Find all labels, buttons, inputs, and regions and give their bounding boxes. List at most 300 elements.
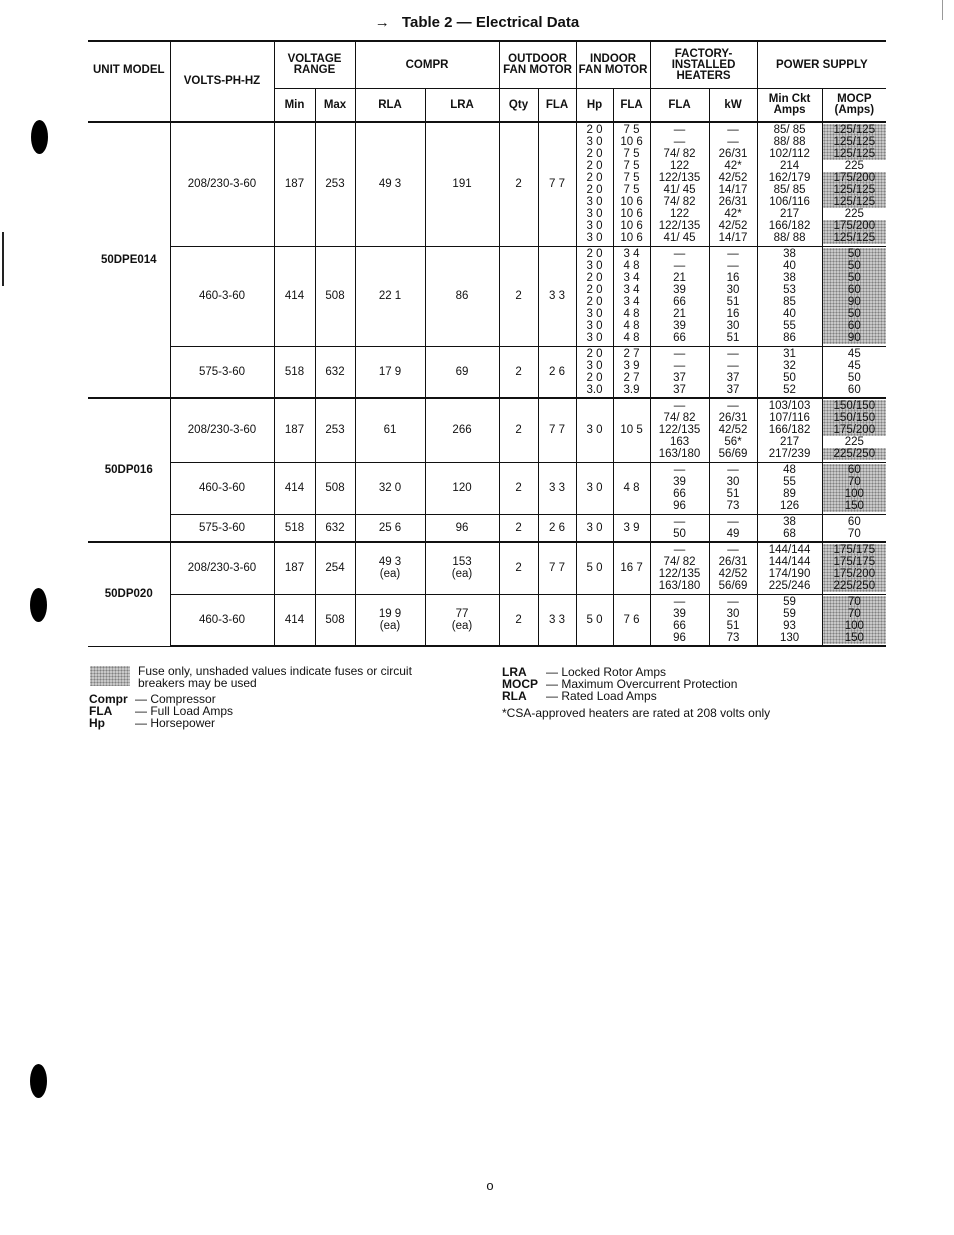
table-row (88, 246, 886, 346)
vmin-cell: 414 (274, 246, 315, 346)
stacked-value: 42/52 (718, 424, 748, 437)
table-row (88, 594, 886, 646)
stacked-value: 96 (673, 500, 686, 512)
stacked-value: 225/246 (768, 580, 811, 593)
stacked-value: 14/17 (718, 232, 748, 245)
stacked-value: 16 (726, 272, 740, 284)
stacked-value: 163 (669, 436, 690, 449)
stacked-value: 30 (726, 320, 740, 332)
stacked-value: 10 6 (620, 220, 643, 233)
stacked-value: 55 (783, 320, 796, 332)
table-row (88, 398, 886, 462)
stacked-value: 85/ 85 (773, 124, 806, 137)
stacked-value: 122 (669, 160, 690, 173)
stacked-value: 86 (783, 332, 796, 344)
fuse-note-line1: Fuse only, unshaded values indicate fuses or circuit (138, 664, 412, 678)
unit-model-cell: 50DP016 (88, 398, 170, 542)
mocp-header: MOCP (Amps) (822, 89, 886, 123)
stacked-value: 162/179 (768, 172, 811, 185)
ofm-fla-header: FLA (538, 89, 576, 123)
ifm-fla-cell (613, 122, 650, 246)
stacked-value: 3 0 (586, 320, 603, 332)
ofm-fla-cell: 3 3 (538, 246, 576, 346)
heater-kw-cell (709, 594, 757, 646)
stacked-value: 38 (783, 272, 796, 284)
factory-heaters-header: FACTORY-INSTALLED HEATERS (650, 41, 757, 89)
lra-value: 96 (455, 521, 469, 534)
stacked-value: 85/ 85 (773, 184, 806, 197)
stacked-value: 39 (673, 476, 686, 488)
stacked-value: 74/ 82 (663, 148, 696, 161)
table-row (88, 122, 886, 246)
stacked-value: 175/200 (823, 568, 887, 580)
vmin-cell: 414 (274, 462, 315, 514)
stacked-value: 37 (726, 371, 740, 384)
stacked-value: 70 (847, 527, 861, 540)
stacked-value: 107/116 (769, 412, 810, 425)
mocp-cell (822, 398, 886, 462)
stacked-value: 4 8 (623, 308, 640, 320)
stacked-value: 68 (783, 527, 796, 540)
stacked-value: — (727, 359, 739, 372)
lra-cell (425, 346, 499, 398)
stacked-value: 39 (673, 320, 686, 332)
stacked-value: 45 (847, 359, 861, 372)
stacked-value: 73 (726, 631, 740, 644)
stacked-value: 59 (783, 595, 796, 608)
stacked-value: 3 4 (623, 248, 640, 260)
stacked-value: 66 (673, 332, 686, 344)
stacked-value: 56/69 (718, 580, 748, 593)
stacked-value: 3 0 (586, 208, 603, 221)
stacked-value: 10 6 (620, 196, 643, 209)
stacked-value: 55 (783, 476, 796, 488)
stacked-value: 31 (783, 347, 796, 360)
stacked-value: 51 (726, 332, 740, 344)
stacked-value: 38 (783, 515, 796, 528)
page-number: o (486, 1178, 494, 1193)
ifm-fla-cell: 16 7 (613, 542, 650, 594)
vmax-cell: 508 (315, 246, 355, 346)
vmax-cell: 254 (315, 542, 355, 594)
stacked-value: 175/200 (823, 220, 887, 232)
stacked-value: 37 (673, 371, 686, 384)
max-header: Max (315, 89, 355, 123)
ifm-hp-cell (576, 346, 613, 398)
outdoor-fan-motor-header: OUTDOOR FAN MOTOR (499, 41, 576, 89)
min-ckt-cell (757, 398, 822, 462)
stacked-value: 130 (779, 631, 800, 644)
stacked-value: 88/ 88 (773, 232, 806, 245)
stacked-value: 85 (783, 296, 796, 308)
heater-kw-cell (709, 122, 757, 246)
stacked-value: 4 8 (623, 320, 640, 332)
ofm-fla-cell: 3 3 (538, 462, 576, 514)
stacked-value: 3 4 (623, 272, 640, 284)
rla-value: 49 3 (378, 178, 402, 191)
volts-ph-hz-header: VOLTS-PH-HZ (170, 41, 274, 122)
stacked-value: 217/239 (768, 448, 811, 461)
heater-kw-cell (709, 246, 757, 346)
stacked-value: 100 (823, 488, 887, 500)
heater-kw-cell (709, 542, 757, 594)
stacked-value: 42/52 (718, 220, 748, 233)
stacked-value: 3 0 (586, 308, 603, 320)
ifm-fla-header: FLA (613, 89, 650, 123)
scan-edge-mark (2, 232, 4, 286)
stacked-value: 39 (673, 607, 686, 620)
rla-note: (ea) (379, 619, 401, 632)
stacked-value: 56/69 (718, 448, 748, 461)
stacked-value: 2 0 (586, 124, 603, 137)
stacked-value: 2 0 (586, 160, 603, 173)
stacked-value: 30 (726, 476, 740, 488)
ofm-fla-cell: 7 7 (538, 122, 576, 246)
legend-item: Hp — Horsepower (89, 716, 216, 730)
vmin-cell: 414 (274, 594, 315, 646)
lra-header: LRA (425, 89, 499, 123)
heater-fla-header: FLA (650, 89, 709, 123)
table-row (88, 462, 886, 514)
stacked-value: 39 (673, 284, 686, 296)
legend-item: LRA — Locked Rotor Amps (502, 665, 667, 679)
ofm-qty-cell: 2 (499, 346, 538, 398)
lra-cell (425, 122, 499, 246)
punch-hole-mark (31, 120, 48, 154)
stacked-value: 125/125 (823, 124, 887, 136)
ifm-hp-cell (576, 122, 613, 246)
stacked-value: 225 (844, 208, 864, 221)
min-ckt-cell (757, 122, 822, 246)
stacked-value: 16 (726, 308, 740, 320)
min-ckt-cell (757, 346, 822, 398)
stacked-value: 50 (823, 260, 887, 272)
stacked-value: 26/31 (718, 412, 748, 425)
mocp-cell (822, 246, 886, 346)
stacked-value: — (673, 464, 686, 476)
stacked-value: 225 (844, 160, 864, 173)
rla-cell (355, 346, 425, 398)
stacked-value: 42/52 (718, 172, 748, 185)
indoor-fan-motor-header: INDOOR FAN MOTOR (576, 41, 650, 89)
mocp-cell (822, 122, 886, 246)
min-ckt-amps-header: Min Ckt Amps (757, 89, 822, 123)
heater-fla-cell (650, 346, 709, 398)
stacked-value: 90 (823, 332, 887, 344)
rla-value: 61 (383, 424, 397, 437)
lra-cell (425, 594, 499, 646)
volts-cell: 575-3-60 (170, 514, 274, 542)
ofm-qty-cell: 2 (499, 514, 538, 542)
stacked-value: 2 0 (586, 148, 603, 161)
stacked-value: 51 (726, 619, 740, 632)
mocp-cell (822, 542, 886, 594)
lra-cell (425, 542, 499, 594)
ifm-fla-cell (613, 246, 650, 346)
stacked-value: 2 0 (586, 371, 603, 384)
stacked-value: 3 0 (586, 220, 603, 233)
stacked-value: 73 (726, 500, 740, 512)
stacked-value: 106/116 (769, 196, 810, 209)
stacked-value: 93 (783, 619, 796, 632)
stacked-value: 51 (726, 296, 740, 308)
vmax-cell: 508 (315, 462, 355, 514)
stacked-value: 3 4 (623, 284, 640, 296)
legend-item: FLA — Full Load Amps (89, 704, 234, 718)
stacked-value: — (673, 124, 686, 137)
ifm-hp-cell: 3 0 (576, 514, 613, 542)
stacked-value: 175/200 (823, 424, 887, 436)
stacked-value: 70 (823, 596, 887, 608)
stacked-value: 163/180 (658, 448, 701, 461)
stacked-value: 3 0 (586, 136, 603, 149)
lra-value: 120 (452, 482, 472, 494)
stacked-value: 37 (726, 383, 740, 396)
stacked-value: 217 (779, 436, 800, 449)
compr-header: COMPR (355, 41, 499, 89)
stacked-value: 50 (847, 371, 861, 384)
punch-hole-mark (30, 588, 47, 622)
stacked-value: 2 0 (586, 284, 603, 296)
table-title-text: Table 2 — Electrical Data (401, 14, 580, 31)
stacked-value: 3 0 (586, 260, 603, 272)
stacked-value: 163/180 (658, 580, 701, 593)
stacked-value: 53 (783, 284, 796, 296)
volts-cell: 460-3-60 (170, 462, 274, 514)
stacked-value: 4 8 (623, 260, 640, 272)
stacked-value: 52 (783, 383, 796, 396)
heater-kw-cell (709, 346, 757, 398)
scan-edge-mark (942, 0, 943, 20)
stacked-value: 60 (823, 284, 887, 296)
lra-value: 191 (452, 178, 472, 191)
stacked-value: 74/ 82 (663, 196, 696, 209)
min-ckt-cell (757, 462, 822, 514)
stacked-value: 10 6 (620, 208, 643, 221)
rla-value: 17 9 (378, 365, 402, 378)
stacked-value: — (673, 595, 686, 608)
stacked-value: — (727, 464, 739, 476)
stacked-value: 56* (724, 436, 742, 449)
ifm-fla-cell: 10 5 (613, 398, 650, 462)
stacked-value: 125/125 (823, 148, 887, 160)
stacked-value: 4 8 (623, 332, 640, 344)
heater-kw-cell (709, 398, 757, 462)
volts-cell: 208/230-3-60 (170, 542, 274, 594)
lra-value: 86 (455, 290, 469, 302)
lra-note: (ea) (451, 568, 473, 581)
stacked-value: — (727, 248, 739, 260)
ifm-hp-cell (576, 246, 613, 346)
stacked-value: — (673, 544, 686, 557)
stacked-value: 3 9 (623, 359, 640, 372)
stacked-value: 122/135 (658, 424, 701, 437)
rla-cell (355, 594, 425, 646)
lra-cell (425, 398, 499, 462)
rla-value: 22 1 (378, 290, 402, 302)
stacked-value: 225 (844, 436, 864, 449)
ifm-hp-header: Hp (576, 89, 613, 123)
rla-value: 49 3 (378, 556, 402, 569)
stacked-value: 2 0 (586, 248, 603, 260)
ofm-fla-cell: 7 7 (538, 542, 576, 594)
stacked-value: 50 (823, 272, 887, 284)
ofm-qty-cell: 2 (499, 594, 538, 646)
unit-model-cell: 50DP020 (88, 542, 170, 646)
stacked-value: — (727, 124, 739, 137)
stacked-value: 2 7 (623, 371, 640, 384)
stacked-value: 7 5 (623, 172, 640, 185)
stacked-value: 125/125 (823, 232, 887, 244)
stacked-value: 10 6 (620, 232, 643, 245)
volts-cell: 208/230-3-60 (170, 122, 274, 246)
stacked-value: 7 5 (623, 124, 640, 137)
stacked-value: — (673, 260, 686, 272)
fuse-only-swatch (90, 666, 130, 686)
stacked-value: 3 0 (586, 232, 603, 245)
rla-cell (355, 122, 425, 246)
legend-item: RLA — Rated Load Amps (502, 689, 657, 703)
stacked-value: 48 (783, 464, 796, 476)
stacked-value: 32 (783, 359, 796, 372)
stacked-value: 30 (726, 607, 740, 620)
stacked-value: 3 0 (586, 359, 603, 372)
min-ckt-cell (757, 542, 822, 594)
rla-cell (355, 398, 425, 462)
stacked-value: 125/125 (823, 184, 887, 196)
stacked-value: 166/182 (768, 424, 811, 437)
ifm-hp-cell: 5 0 (576, 542, 613, 594)
stacked-value: 122/135 (658, 172, 701, 185)
voltage-range-header: VOLTAGE RANGE (274, 41, 355, 89)
min-header: Min (274, 89, 315, 123)
stacked-value: 144/144 (768, 544, 811, 557)
heater-fla-cell (650, 594, 709, 646)
unit-model-cell: 50DPE014 (88, 122, 170, 398)
stacked-value: 3.9 (623, 383, 640, 396)
stacked-value: 50 (783, 371, 796, 384)
vmin-cell: 187 (274, 122, 315, 246)
heater-fla-cell (650, 462, 709, 514)
stacked-value: 59 (783, 607, 796, 620)
stacked-value: 42/52 (718, 568, 748, 581)
ofm-qty-cell: 2 (499, 122, 538, 246)
arrow-icon: → (374, 14, 390, 31)
stacked-value: 175/175 (823, 544, 887, 556)
stacked-value: 37 (673, 383, 686, 396)
vmax-cell: 253 (315, 398, 355, 462)
rla-value: 25 6 (378, 521, 402, 534)
stacked-value: 70 (823, 608, 887, 620)
stacked-value: 150/150 (823, 400, 887, 412)
stacked-value: 40 (783, 308, 796, 320)
rla-cell (355, 246, 425, 346)
csa-note: *CSA-approved heaters are rated at 208 volts only (502, 706, 771, 720)
stacked-value: 103/103 (768, 400, 811, 413)
stacked-value: 74/ 82 (663, 412, 696, 425)
stacked-value: 21 (673, 272, 686, 284)
ofm-qty-header: Qty (499, 89, 538, 123)
stacked-value: 7 5 (623, 148, 640, 161)
stacked-value: — (673, 400, 686, 413)
stacked-value: — (727, 260, 739, 272)
stacked-value: 60 (823, 320, 887, 332)
ofm-fla-cell: 2 6 (538, 514, 576, 542)
stacked-value: 41/ 45 (663, 232, 696, 245)
stacked-value: 225/250 (823, 448, 887, 460)
heater-fla-cell (650, 398, 709, 462)
stacked-value: 90 (823, 296, 887, 308)
heater-fla-cell (650, 246, 709, 346)
stacked-value: 3 0 (586, 332, 603, 344)
rla-cell (355, 462, 425, 514)
stacked-value: 50 (823, 308, 887, 320)
stacked-value: 3 0 (586, 196, 603, 209)
ifm-hp-cell: 5 0 (576, 594, 613, 646)
stacked-value: 175/200 (823, 172, 887, 184)
heater-fla-cell (650, 122, 709, 246)
ofm-fla-cell: 2 6 (538, 346, 576, 398)
lra-value: 266 (452, 424, 472, 437)
ofm-fla-cell: 7 7 (538, 398, 576, 462)
stacked-value: — (673, 347, 686, 360)
stacked-value: 175/175 (823, 556, 887, 568)
stacked-value: 3 4 (623, 296, 640, 308)
stacked-value: 125/125 (823, 196, 887, 208)
vmax-cell: 508 (315, 594, 355, 646)
vmin-cell: 187 (274, 398, 315, 462)
stacked-value: 102/112 (769, 148, 810, 161)
stacked-value: 26/31 (718, 148, 748, 161)
stacked-value: — (673, 515, 686, 528)
stacked-value: 100 (823, 620, 887, 632)
stacked-value: 14/17 (718, 184, 748, 197)
stacked-value: 126 (779, 500, 800, 512)
rla-cell (355, 542, 425, 594)
rla-value: 32 0 (378, 482, 402, 494)
stacked-value: 74/ 82 (663, 556, 696, 569)
rla-value: 19 9 (378, 607, 402, 620)
ofm-fla-cell: 3 3 (538, 594, 576, 646)
stacked-value: 225/250 (823, 580, 887, 592)
stacked-value: — (727, 347, 739, 360)
stacked-value: 50 (823, 248, 887, 260)
ifm-fla-cell (613, 346, 650, 398)
volts-cell: 460-3-60 (170, 246, 274, 346)
volts-cell: 460-3-60 (170, 594, 274, 646)
stacked-value: 7 5 (623, 160, 640, 173)
stacked-value: 122/135 (658, 220, 701, 233)
stacked-value: 2 0 (586, 272, 603, 284)
lra-value: 77 (455, 607, 469, 620)
stacked-value: 66 (673, 619, 686, 632)
volts-cell: 208/230-3-60 (170, 398, 274, 462)
stacked-value: 96 (673, 631, 686, 644)
stacked-value: 150/150 (823, 412, 887, 424)
heater-fla-cell (650, 542, 709, 594)
stacked-value: 89 (783, 488, 796, 500)
stacked-value: 42* (724, 160, 742, 173)
stacked-value: 21 (673, 308, 686, 320)
ifm-hp-cell: 3 0 (576, 462, 613, 514)
stacked-value: 174/190 (768, 568, 811, 581)
stacked-value: 26/31 (718, 196, 748, 209)
stacked-value: 2 0 (586, 184, 603, 197)
stacked-value: 2 0 (586, 172, 603, 185)
electrical-data-table (88, 40, 886, 647)
stacked-value: 3.0 (586, 383, 603, 396)
stacked-value: 51 (726, 488, 740, 500)
